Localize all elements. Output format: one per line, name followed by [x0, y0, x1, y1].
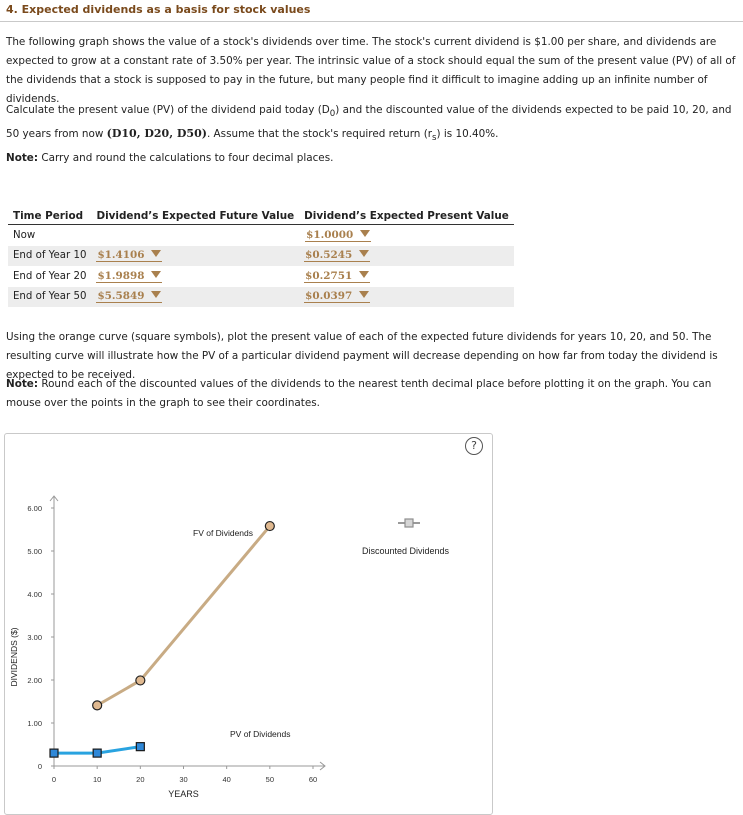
y-tick-label: 4.00 [27, 590, 42, 599]
y-tick-label: 1.00 [27, 719, 42, 728]
legend-square-marker-icon[interactable] [405, 519, 413, 527]
future-value-dropdown-year-10[interactable]: $1.4106 [96, 249, 162, 262]
future-value-dropdown-year-50[interactable]: $5.5849 [96, 290, 162, 303]
fv-data-point[interactable] [136, 676, 145, 685]
fv-series-line [97, 526, 270, 705]
period-cell: End of Year 50 [8, 287, 91, 308]
fv-data-point[interactable] [93, 701, 102, 710]
x-tick-label: 50 [265, 775, 275, 784]
y-tick-label: 6.00 [27, 504, 42, 513]
x-tick-label: 60 [308, 775, 318, 784]
x-tick-label: 10 [92, 775, 102, 784]
x-tick-label: 30 [179, 775, 188, 784]
period-cell: Now [13, 229, 36, 241]
header-present-value: Dividend’s Expected Present Value [299, 207, 514, 225]
period-cell: End of Year 10 [8, 246, 91, 267]
header-time-period: Time Period [8, 207, 91, 225]
x-tick-label: 0 [51, 775, 57, 784]
y-tick-label: 5.00 [27, 547, 42, 556]
dividend-math: (D10, D20, D50) [106, 127, 207, 141]
present-value-dropdown-now[interactable]: $1.0000 [305, 229, 371, 242]
x-tick-label: 40 [222, 775, 231, 784]
present-value-dropdown-year-50[interactable]: $0.0397 [304, 290, 370, 303]
y-tick-label: 3.00 [27, 633, 42, 642]
pv-data-point[interactable] [93, 749, 101, 757]
plot-instructions: Using the orange curve (square symbols), plot the present value of each of the expected future dividends for years 10, 20, and 50. The resulting curve will illustrate how the PV of a particular dividend payment will decrease depending on how far from today the dividend is expected to be received. [6, 331, 718, 381]
present-value-dropdown-year-20[interactable]: $0.2751 [304, 270, 370, 283]
calculate-paragraph: Calculate the present value (PV) of the dividend paid today $(D_0)$ and the discounted value of the dividends expected to be paid 10, 20, and 50 years from now (D10, D20, D50). Assume that the stock's required return $(r_s)$ is 10.40%. [6, 104, 732, 144]
present-value-dropdown-year-10[interactable]: $0.5245 [304, 249, 370, 262]
future-value-dropdown-year-20[interactable]: $1.9898 [96, 270, 162, 283]
note-rounding: Note: Carry and round the calculations to four decimal places. [6, 152, 334, 164]
y-tick-label: 0 [37, 762, 42, 771]
period-cell: End of Year 20 [13, 270, 87, 282]
legend-discounted-dividends-label: Discounted Dividends [362, 546, 450, 556]
header-future-value: Dividend’s Expected Future Value [91, 207, 299, 225]
fv-series-label: FV of Dividends [193, 528, 253, 538]
problem-title: 4. Expected dividends as a basis for stock values [6, 3, 311, 16]
help-icon[interactable]: ? [465, 437, 483, 455]
note-plotting: Note: Round each of the discounted values of the dividends to the nearest tenth decimal place before plotting it on the graph. You can mouse over the points in the graph to see their coordinates. [6, 378, 712, 409]
pv-data-point[interactable] [136, 743, 144, 751]
y-tick-label: 2.00 [27, 676, 42, 685]
y-axis-label: DIVIDENDS ($) [9, 627, 19, 687]
fv-data-point[interactable] [265, 522, 274, 531]
x-tick-label: 20 [136, 775, 145, 784]
x-axis-label: YEARS [168, 789, 199, 799]
pv-series-label: PV of Dividends [230, 729, 291, 739]
pv-data-point[interactable] [50, 749, 58, 757]
intro-paragraph: The following graph shows the value of a stock's dividends over time. The stock's current dividend is $1.00 per share, and dividends are expected to grow at a constant rate of 3.50% per year. The intrinsic value of a stock should equal the sum of the present value (PV) of all of the dividends that a stock is supposed to pay in the future, but many people find it difficult to imagine adding up an infinite number of dividends. [6, 36, 736, 105]
